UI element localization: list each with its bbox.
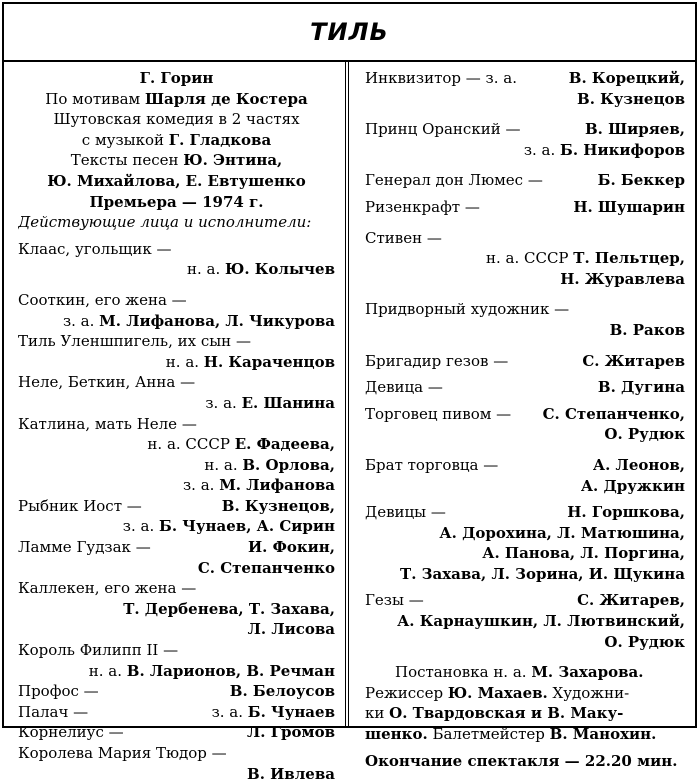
role-cast-line: Ламме Гудзак — И. Фокин, xyxy=(18,538,335,557)
play-title: ТИЛЬ xyxy=(310,18,389,46)
cast-line: Л. Лисова xyxy=(247,620,335,639)
role-cast-line: Гезы — С. Житарев, xyxy=(365,591,685,610)
role-cast-line: Рыбник Иост — В. Кузнецов, xyxy=(18,496,335,515)
lyrics-line: Тексты песен Ю. Энтина, xyxy=(70,151,283,170)
cast-line: Т. Захава, Л. Зорина, И. Щукина xyxy=(400,564,685,583)
role-cast-line: Торговец пивом — С. Степанченко, xyxy=(365,404,685,423)
cast-line: В. Раков xyxy=(609,320,685,339)
genre-line: Шутовская комедия в 2 частях xyxy=(53,110,300,129)
cast-line: з. а. Б. Никифоров xyxy=(523,140,685,159)
motif-line: По мотивам Шарля де Костера xyxy=(45,89,308,108)
cast-line: А. Дорохина, Л. Матюшина, xyxy=(439,523,685,542)
cast-line: з. а. М. Лифанова, Л. Чикурова xyxy=(62,311,335,330)
left-column xyxy=(4,62,349,783)
role-line: Королева Мария Тюдор — xyxy=(18,744,227,762)
role-line: Сооткин, его жена — xyxy=(18,290,187,309)
music-line: с музыкой Г. Гладкова xyxy=(81,130,272,149)
role-line: Стивен — xyxy=(365,228,442,247)
right-column xyxy=(349,62,695,770)
cast-line: з. а. Б. Чунаев, А. Сирин xyxy=(122,517,335,536)
cast-line: В. Кузнецов xyxy=(577,89,685,108)
title-box xyxy=(4,4,695,62)
role-line: Неле, Беткин, Анна — xyxy=(18,373,196,392)
cast-line: з. а. М. Лифанова xyxy=(182,476,335,495)
cast-line: н. а. Н. Караченцов xyxy=(165,352,335,371)
cast-line: н. а. В. Орлова, xyxy=(204,455,335,474)
role-cast-line: Ризенкрафт — Н. Шушарин xyxy=(365,197,685,216)
cast-line: А. Дружкин xyxy=(580,476,685,495)
role-line: Клаас, угольщик — xyxy=(18,239,172,258)
cast-line: н. а. В. Ларионов, В. Речман xyxy=(88,661,335,680)
cast-line: А. Панова, Л. Поргина, xyxy=(482,544,685,563)
playbill-frame xyxy=(2,2,697,783)
lyrics-line-2: Ю. Михайлова, Е. Евтушенко xyxy=(47,171,306,190)
credits-line: Постановка н. а. М. Захарова. xyxy=(395,663,644,682)
role-cast-line: Палач — з. а. Б. Чунаев xyxy=(18,702,335,721)
cast-heading: Действующие лица и исполнители: xyxy=(18,213,312,232)
cast-line: В. Ивлева xyxy=(247,764,335,783)
credits-line: шенко. Балетмейстер В. Манохин. xyxy=(365,725,657,744)
role-cast-line: Корнелиус — Л. Громов xyxy=(18,723,335,742)
credits-line: ки О. Твардовская и В. Маку- xyxy=(365,704,624,723)
cast-line: О. Рудюк xyxy=(604,425,685,444)
role-line: Катлина, мать Неле — xyxy=(18,414,197,433)
cast-line: з. а. Е. Шанина xyxy=(205,393,335,412)
role-cast-line: Брат торговца — А. Леонов, xyxy=(365,455,685,474)
cast-line: А. Карнаушкин, Л. Лютвинский, xyxy=(397,612,685,631)
credits-line: Режиссер Ю. Махаев. Художни- xyxy=(365,683,630,702)
role-cast-line: Девица — В. Дугина xyxy=(365,378,685,397)
role-cast-line: Инквизитор — з. а. В. Корецкий, xyxy=(365,69,685,87)
cast-line: Н. Журавлева xyxy=(560,269,685,288)
role-cast-line: Принц Оранский — В. Ширяев, xyxy=(365,120,685,139)
cast-line: О. Рудюк xyxy=(604,632,685,651)
cast-line: н. а. СССР Е. Фадеева, xyxy=(147,435,335,454)
premiere-line: Премьера — 1974 г. xyxy=(89,192,264,211)
author: Г. Горин xyxy=(139,69,214,87)
cast-line: Т. Дербенева, Т. Захава, xyxy=(123,599,335,618)
role-line: Король Филипп II — xyxy=(18,641,179,660)
role-line: Каллекен, его жена — xyxy=(18,579,197,598)
role-cast-line: Генерал дон Люмес — Б. Беккер xyxy=(365,171,685,190)
role-cast-line: Профос — В. Белоусов xyxy=(18,682,335,701)
cast-line: н. а. СССР Т. Пельтцер, xyxy=(485,249,685,268)
role-line: Придворный художник — xyxy=(365,300,570,319)
role-cast-line: Девицы — Н. Горшкова, xyxy=(365,503,685,522)
role-line: Тиль Уленшпигель, их сын — xyxy=(18,332,251,351)
role-cast-line: Бригадир гезов — С. Житарев xyxy=(365,351,685,370)
end-time-line: Окончание спектакля — 22.20 мин. xyxy=(365,751,678,770)
cast-line: С. Степанченко xyxy=(197,558,335,577)
cast-line: н. а. Ю. Колычев xyxy=(187,260,335,279)
